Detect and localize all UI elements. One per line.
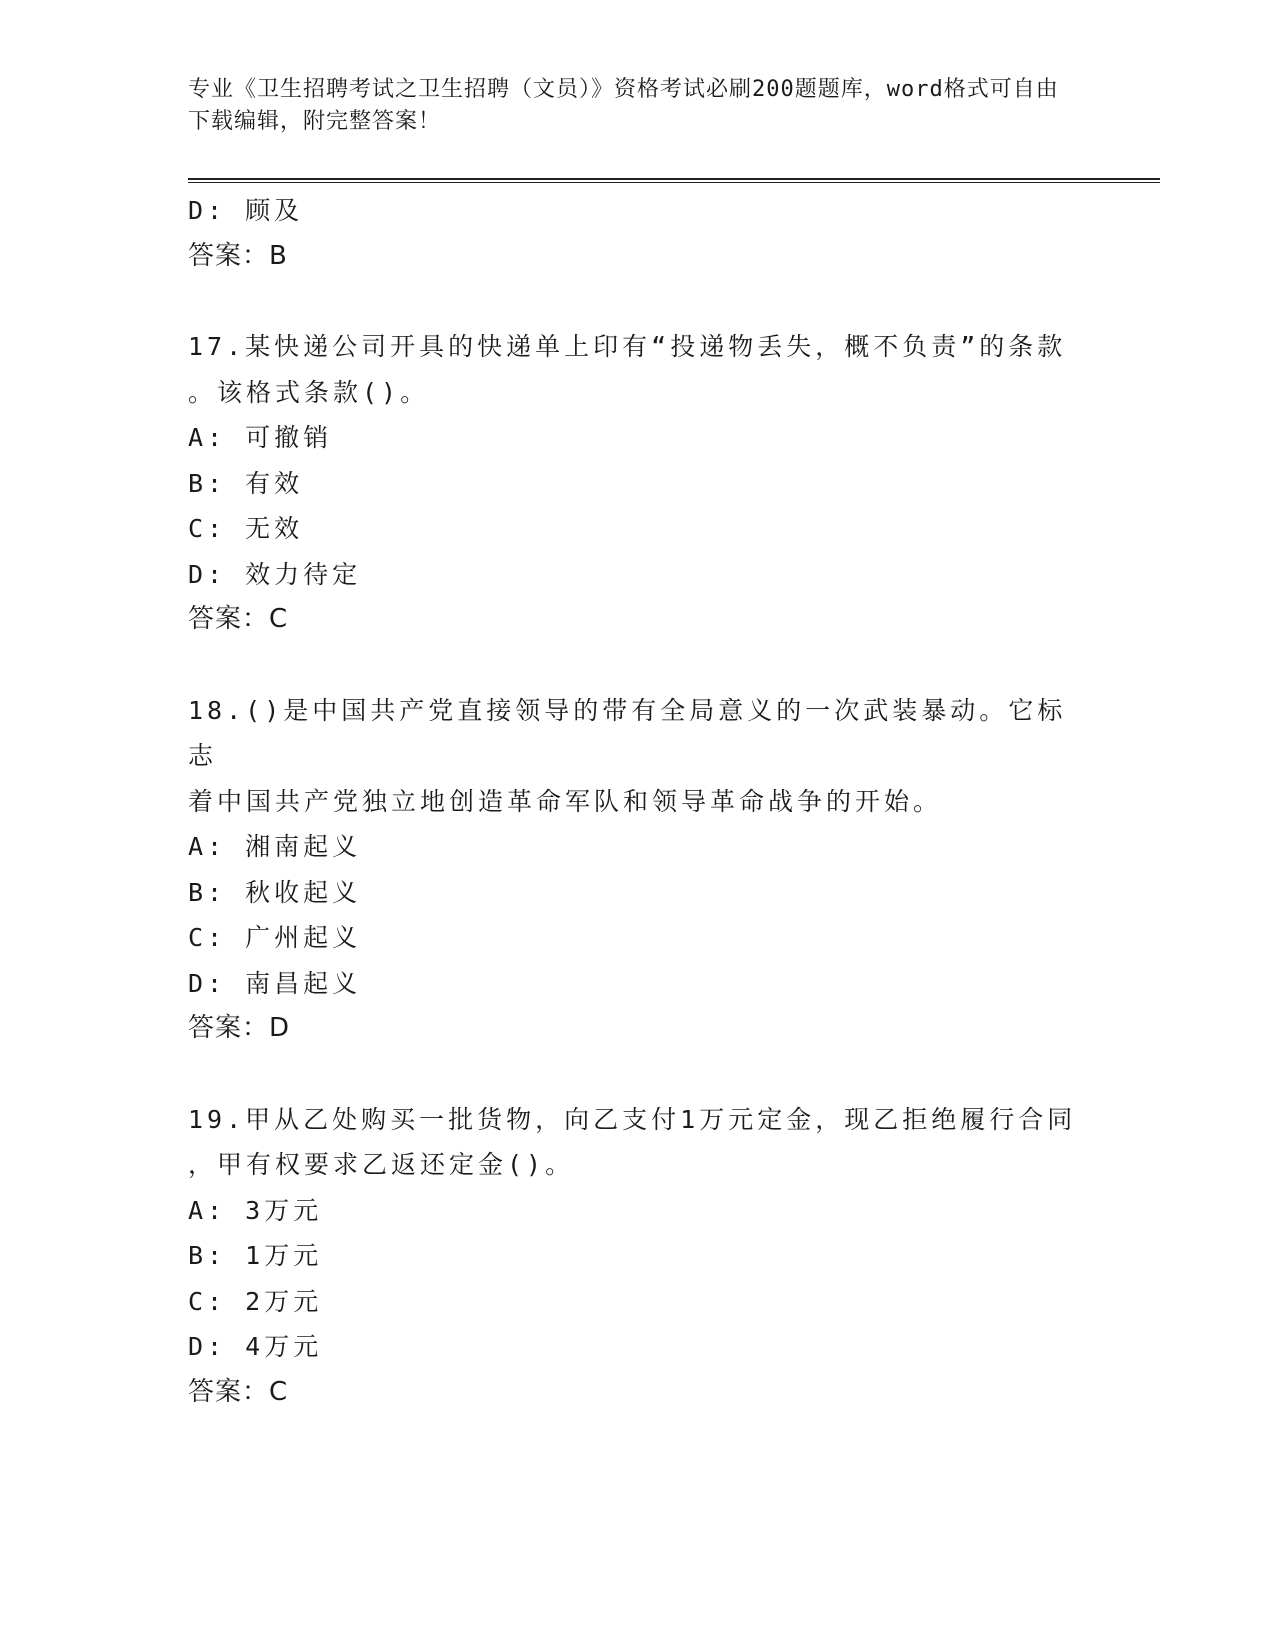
carryover-question (188, 188, 1088, 279)
option-b: B: 秋收起义 (188, 877, 362, 907)
option-d: D: 南昌起义 (188, 968, 362, 998)
option-d: D: 4万元 (188, 1332, 323, 1361)
header-title: 专业《卫生招聘考试之卫生招聘（文员）》资格考试必刷200题题库，word格式可自由下载编辑，附完整答案！ (188, 77, 1059, 134)
document-header (188, 74, 1068, 138)
question-stem-line-1: 18.()是中国共产党直接领导的带有全局意义的一次武装暴动。它标志 (188, 695, 1067, 770)
option-b: B: 1万元 (188, 1241, 323, 1270)
answer: 答案：C (188, 1376, 289, 1407)
document-body (188, 188, 1088, 1415)
option-b: B: 有效 (188, 468, 304, 498)
question-stem-line-2: 。该格式条款()。 (188, 377, 430, 407)
header-divider (188, 178, 1160, 183)
question-stem-line-1: 19.甲从乙处购买一批货物，向乙支付1万元定金，现乙拒绝履行合同 (188, 1104, 1077, 1134)
answer: 答案：D (188, 1013, 291, 1043)
option-d: D: 顾及 (188, 196, 304, 225)
option-c: C: 2万元 (188, 1286, 323, 1316)
option-c: C: 无效 (188, 514, 304, 543)
option-d: D: 效力待定 (188, 559, 362, 589)
question-19 (188, 1097, 1088, 1416)
option-c: C: 广州起义 (188, 923, 362, 952)
question-stem-line-1: 17.某快递公司开具的快递单上印有“投递物丢失，概不负责”的条款 (188, 332, 1067, 361)
question-18 (188, 688, 1088, 1052)
answer: 答案：C (188, 604, 289, 634)
option-a: A: 3万元 (188, 1195, 323, 1225)
question-stem-line-2: ，甲有权要求乙返还定金()。 (188, 1150, 575, 1179)
answer: 答案：B (188, 240, 288, 271)
question-17 (188, 324, 1088, 643)
question-stem-line-2: 着中国共产党独立地创造革命军队和领导革命战争的开始。 (188, 786, 943, 816)
option-a: A: 可撤销 (188, 423, 333, 452)
option-a: A: 湘南起义 (188, 832, 362, 861)
